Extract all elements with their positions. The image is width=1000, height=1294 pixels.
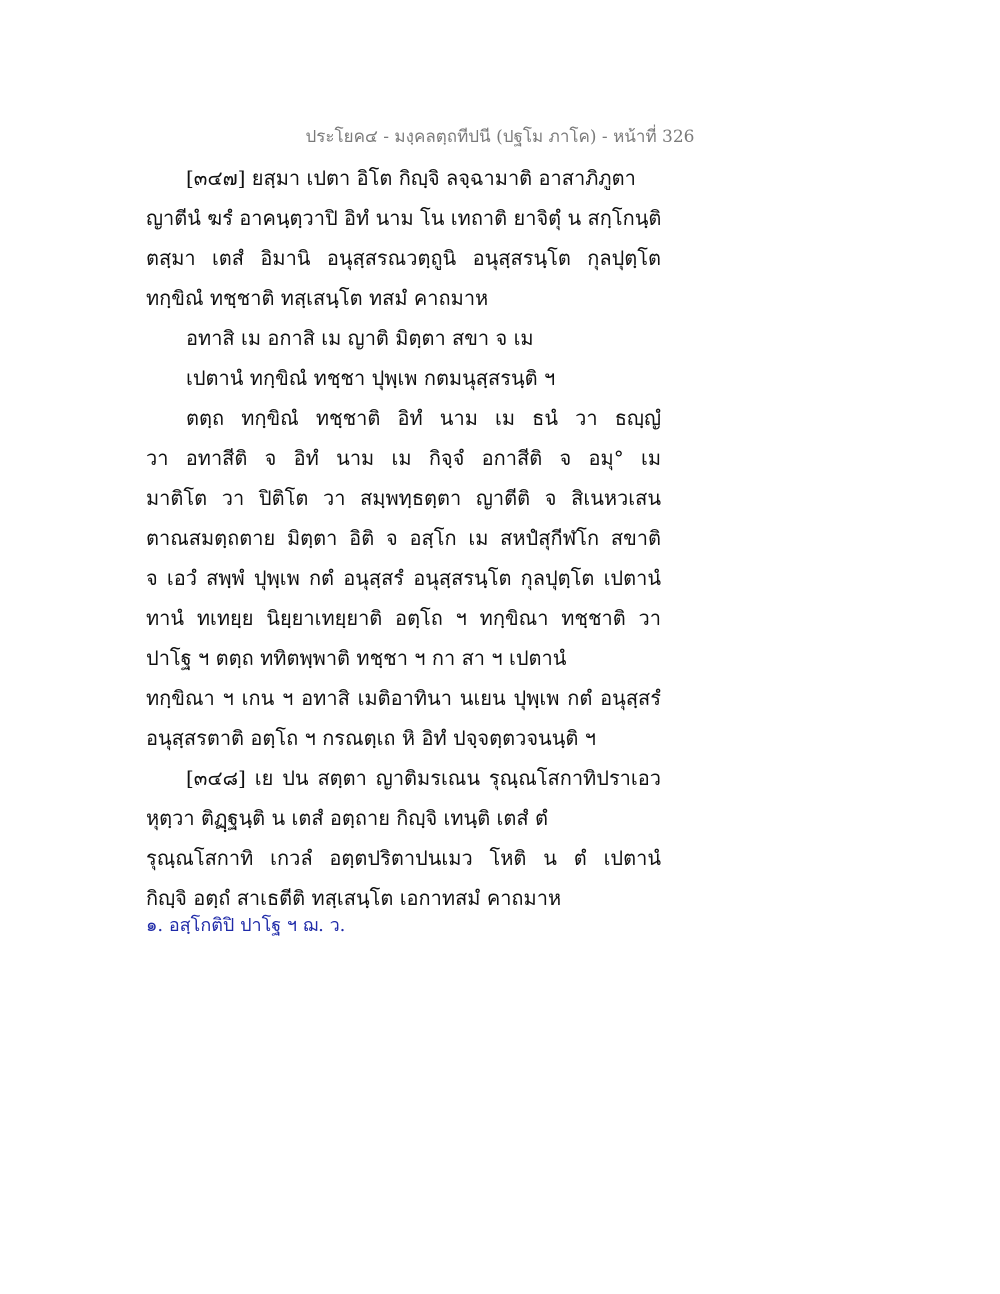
running-header: ประโยค๔ - มงฺคลตฺถทีปนี (ปฐโม ภาโค) - หน้าที่ 326 (305, 127, 695, 147)
paragraph-347-line-2: ญาตีนํ ฆรํ อาคนฺตฺวาปิ อิทํ นาม โน เทถาติ ยาจิตุํ น สกฺโกนฺติ (146, 206, 662, 230)
verse-line-1: อทาสิ เม อกาสิ เม ญาติ มิตฺตา สขา จ เม (186, 326, 534, 350)
paragraph-347-line-4: ทกฺขิณํ ทชฺชาติ ทสฺเสนฺโต ทสมํ คาถมาห (146, 286, 489, 310)
paragraph-348-line-4: กิญฺจิ อตฺถํ สาเธตีติ ทสฺเสนฺโต เอกาทสมํ คาถมาห (146, 886, 562, 910)
commentary-line-1: ตตฺถ ทกฺขิณํ ทชฺชาติ อิทํ นาม เม ธนํ วา ธญฺญํ (186, 406, 661, 430)
paragraph-348-line-2: หุตฺวา ติฏฺฐนฺติ น เตสํ อตฺถาย กิญฺจิ เทนฺติ เตสํ ตํ (146, 806, 548, 830)
paragraph-347-line-1: [๓๔๗] ยสฺมา เปตา อิโต กิญฺจิ ลจฺฉามาติ อาสาภิภูตา (186, 166, 636, 190)
commentary-line-2: วา อทาสีติ จ อิทํ นาม เม กิจฺจํ อกาสีติ จ อมุ° เม (146, 446, 661, 470)
paragraph-348-line-3: รุณฺณโสกาทิ เกวลํ อตฺตปริตาปนเมว โหติ น ตํ เปตานํ (146, 846, 661, 870)
commentary-line-4: ตาณสมตฺถตาย มิตฺตา อิติ จ อสฺโก เม สหปํสุกีฬโก สขาติ (146, 526, 661, 550)
paragraph-347-line-3: ตสฺมา เตสํ อิมานิ อนุสฺสรณวตฺถูนิ อนุสฺสรนฺโต กุลปุตฺโต (146, 246, 661, 270)
body-text (146, 158, 666, 918)
commentary-line-6: ทานํ ทเทยฺย นิยฺยาเทยฺยาติ อตฺโถ ฯ ทกฺขิณา ทชฺชาติ วา (146, 606, 661, 630)
verse-line-2: เปตานํ ทกฺขิณํ ทชฺชา ปุพฺเพ กตมนุสฺสรนฺติ ฯ (186, 366, 556, 390)
commentary-line-8: ทกฺขิณา ฯ เกน ฯ อทาสิ เมติอาทินา นเยน ปุพฺเพ กตํ อนุสฺสรํ (146, 686, 661, 710)
footnote: ๑. อสฺโกติปิ ปาโฐ ฯ ฌ. ว. (146, 915, 346, 936)
commentary-line-5: จ เอวํ สพฺพํ ปุพฺเพ กตํ อนุสฺสรํ อนุสฺสรนฺโต กุลปุตฺโต เปตานํ (146, 566, 661, 590)
paragraph-348-line-1: [๓๔๘] เย ปน สตฺตา ญาติมรเณน รุณฺณโสกาทิปราเอว (186, 766, 661, 790)
commentary-line-9: อนุสฺสรตาติ อตฺโถ ฯ กรณตฺเถ หิ อิทํ ปจฺจตฺตวจนนฺติ ฯ (146, 726, 596, 750)
commentary-line-7: ปาโฐ ฯ ตตฺถ ททิตพฺพาติ ทชฺชา ฯ กา สา ฯ เปตานํ (146, 646, 567, 670)
commentary-line-3: มาติโต วา ปิติโต วา สมฺพทฺธตฺตา ญาตีติ จ สิเนหวเสน (146, 486, 661, 510)
